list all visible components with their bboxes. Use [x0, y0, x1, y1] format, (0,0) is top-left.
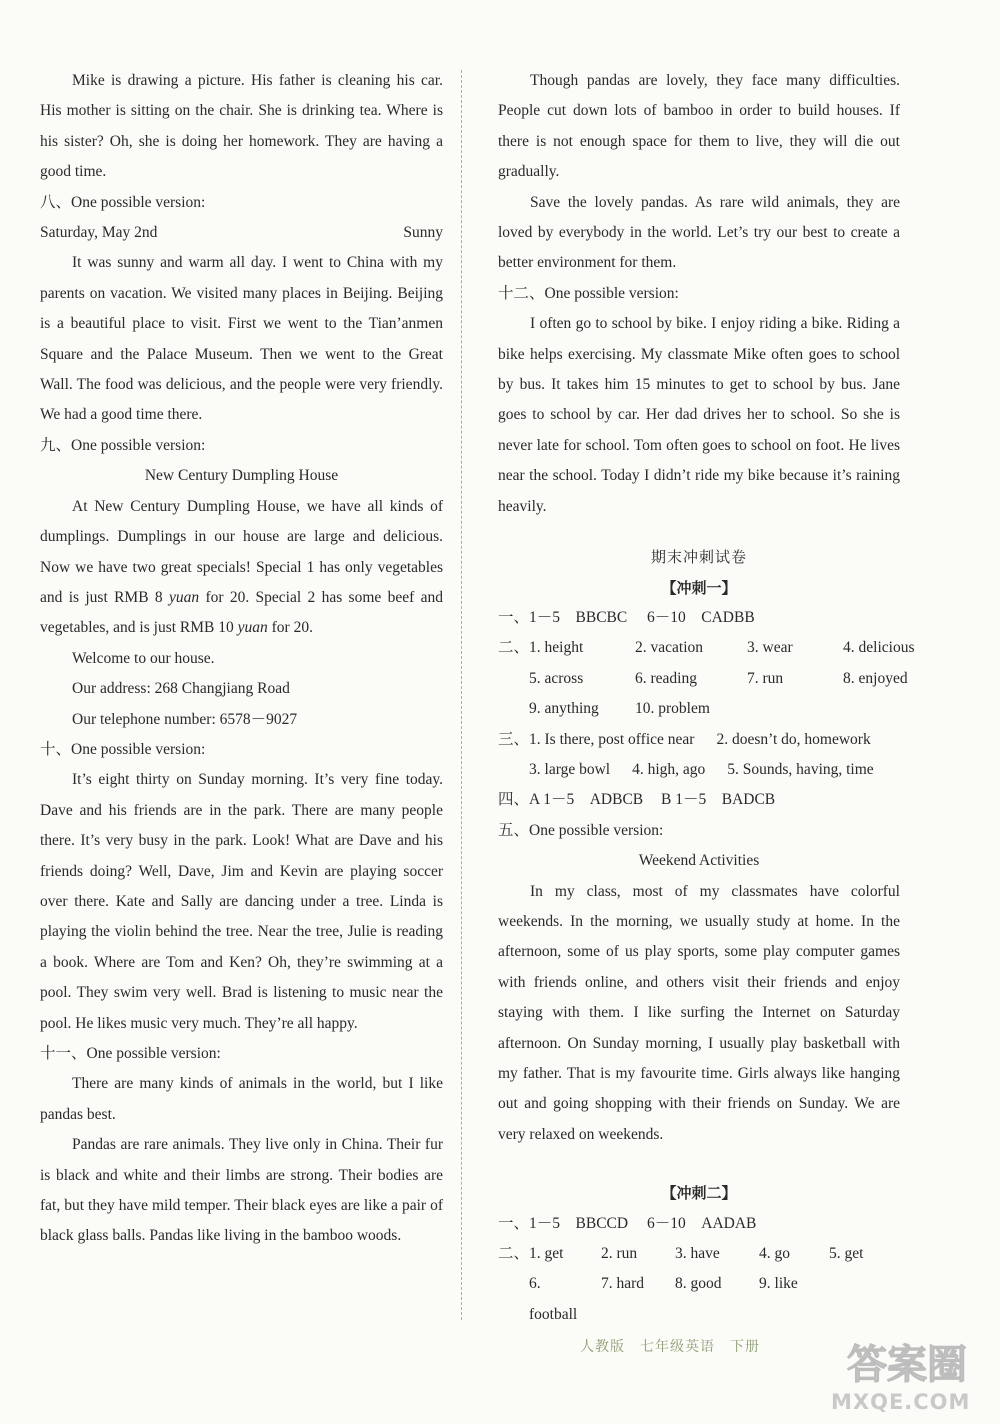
s8-date: Saturday, May 2nd [40, 224, 158, 242]
s9-address: Our address: 268 Changjiang Road [72, 680, 290, 698]
exam-title: 期末冲刺试卷 [650, 548, 747, 567]
s8-heading: 八、One possible version: [40, 193, 206, 211]
watermark [825, 1336, 990, 1416]
s1-q2: 二、 1. height 2. vacation 3. wear 4. delicious 5. across 6. reading 7. run 8. enjoyed 9. anything 10. problem [498, 633, 900, 724]
s2-q2-answer-3: 3. have [675, 1245, 720, 1263]
s1-q2-answer-7: 7. run [747, 669, 784, 687]
s12-paragraph: I often go to school by bike. I enjoy riding a bike. Riding a bike helps exercising. My classmate Mike often goes to school by bus. It takes him 15 minutes to get to school by bus. Jane goes to school by car. Her dad drives her to school. So she is never late for school. Tom often goes to school on foot. He lives near the school. Today I didn’t ride my bike because it’s raining heavily. [498, 315, 900, 515]
s8-paragraph: It was sunny and warm all day. I went to China with my parents on vacation. We visited many places in Beijing. Beijing is a beautiful place to visit. First we went to the Tian’anmen Square and the Palace Museum. Then we went to the Great Wall. The food was delicious, and the people were very friendly. We had a good time there. [40, 254, 443, 424]
s1-q5-title: Weekend Activities [638, 852, 760, 870]
s9-welcome: Welcome to our house. [72, 649, 215, 667]
s11-paragraph-3: Though pandas are lovely, they face many difficulties. People cut down lots of bamboo in order to build houses. If there is not enough space for them to live, they will die out gradually. [498, 72, 900, 181]
s1-q5-paragraph: In my class, most of my classmates have colorful weekends. In the morning, we usually study at home. In the afternoon, some of us play sports, some play computer games with friends online, and others visit their friends and enjoy staying with them. I like surfing the Internet on Saturday afternoon. On Sunday morning, I usually play basketball with my father. That is my favourite time. Girls always like hanging out and going shopping with their friends on Sunday. We are very relaxed on weekends. [498, 882, 900, 1143]
svg-text:答案圈: 答案圈 [847, 1342, 967, 1388]
s1-q4: 四、 A 1－5 ADBCB B 1－5 BADCB [498, 791, 776, 809]
s2-q2-answer-4: 4. go [759, 1245, 791, 1263]
s2-q2-answer-8: 8. good [675, 1275, 722, 1293]
s1-q2-answer-10: 10. problem [635, 700, 710, 718]
column-divider [461, 70, 462, 1320]
s1-q2-answer-2: 2. vacation [635, 639, 704, 657]
s1-q3-answer-1: 1. Is there, post office near [529, 730, 695, 748]
s1-q5-heading: 五、One possible version: [498, 821, 664, 839]
s9-heading: 九、One possible version: [40, 436, 206, 454]
watermark-logo-icon [825, 1336, 990, 1388]
s2-q2: 二、 1. get 2. run 3. have 4. go 5. get 6. football 7. hard 8. good 9. like [498, 1239, 900, 1330]
s1-q1: 一、 1－5 BBCBC 6－10 CADBB [498, 608, 755, 626]
s1-q2-answer-4: 4. delicious [843, 639, 915, 657]
watermark-url: MXQE.COM [831, 1390, 971, 1414]
s9-phone: Our telephone number: 6578－9027 [72, 710, 298, 728]
s9-title: New Century Dumpling House [144, 467, 339, 485]
s1-q2-answer-5: 5. across [529, 669, 584, 687]
s11-paragraph-1: There are many kinds of animals in the world, but I like pandas best. [40, 1075, 443, 1123]
s2-q2-answer-5: 5. get [829, 1245, 864, 1263]
s2-q2-answer-7: 7. hard [601, 1275, 645, 1293]
s1-q3: 三、 1. Is there, post office near 2. doesn’t do, homework 3. large bowl 4. high, ago 5. Sounds, having, time [498, 725, 900, 786]
s1-q2-answer-1: 1. height [529, 639, 584, 657]
s2-q1: 一、 1－5 BBCCD 6－10 AADAB [498, 1214, 757, 1232]
right-column [498, 66, 915, 1330]
left-column [40, 66, 443, 1252]
s11-paragraph-4: Save the lovely pandas. As rare wild animals, they are loved by everybody in the world. Let’s try our best to create a better environment for them. [498, 193, 900, 272]
s7-paragraph: Mike is drawing a picture. His father is cleaning his car. His mother is sitting on the chair. She is drinking tea. Where is his sister? Oh, she is doing her homework. They are having a good time. [40, 72, 443, 181]
s8-weather: Sunny [403, 224, 443, 242]
s8-date-line [40, 218, 443, 248]
s10-paragraph: It’s eight thirty on Sunday morning. It’s very fine today. Dave and his friends are in the park. There are many people there. It’s very busy in the park. Look! What are Dave and his friends doing? Well, Dave, Jim and Kevin are playing soccer over there. Kate and Sally are dancing under a tree. Linda is playing the violin behind the tree. Near the tree, Julie is reading a book. Where are Tom and Ken? Oh, they’re swimming at a pool. They swim very well. Brad is listening to music near the pool. He likes music very much. They’re all happy. [40, 771, 443, 1032]
s1-q2-answers [529, 633, 943, 724]
s9-paragraph: At New Century Dumpling House, we have all kinds of dumplings. Dumplings in our house are large and delicious. Now we have two great specials! Special 1 has only vegetables and is just RMB 8 yuan for 20. Special 2 has some beef and vegetables, and is just RMB 10 yuan for 20. [40, 497, 443, 637]
s1-q3-answer-2: 2. doesn’t do, homework [716, 730, 871, 748]
s2-q2-answer-2: 2. run [601, 1245, 638, 1263]
s1-q3-answer-3: 3. large bowl [529, 760, 611, 778]
s2-q2-answer-6: 6. football [529, 1275, 578, 1323]
sprint-1-title: 【冲刺一】 [661, 578, 737, 597]
s12-heading: 十二、One possible version: [498, 284, 679, 302]
s10-heading: 十、One possible version: [40, 740, 206, 758]
s1-q2-answer-6: 6. reading [635, 669, 697, 687]
s1-q3-answers [529, 725, 900, 786]
footer-text: 人教版 七年级英语 下册 [580, 1339, 760, 1355]
s1-q2-answer-8: 8. enjoyed [843, 669, 908, 687]
s11-heading: 十一、One possible version: [40, 1045, 221, 1062]
sprint-2-title: 【冲刺二】 [661, 1184, 737, 1203]
s2-q2-answer-1: 1. get [529, 1245, 564, 1263]
s2-q2-answers [529, 1239, 889, 1330]
s2-q2-answer-9: 9. like [759, 1275, 798, 1293]
s1-q3-answer-5: 5. Sounds, having, time [727, 760, 874, 778]
s1-q2-answer-3: 3. wear [747, 639, 793, 657]
s11-paragraph-2: Pandas are rare animals. They live only in China. Their fur is black and white and their limbs are strong. Their bodies are fat, but they have mild temper. Their black eyes are like a pair of black glass balls. Pandas like living in the bamboo woods. [40, 1136, 443, 1245]
s1-q2-answer-9: 9. anything [529, 700, 599, 718]
s1-q3-answer-4: 4. high, ago [632, 760, 706, 778]
